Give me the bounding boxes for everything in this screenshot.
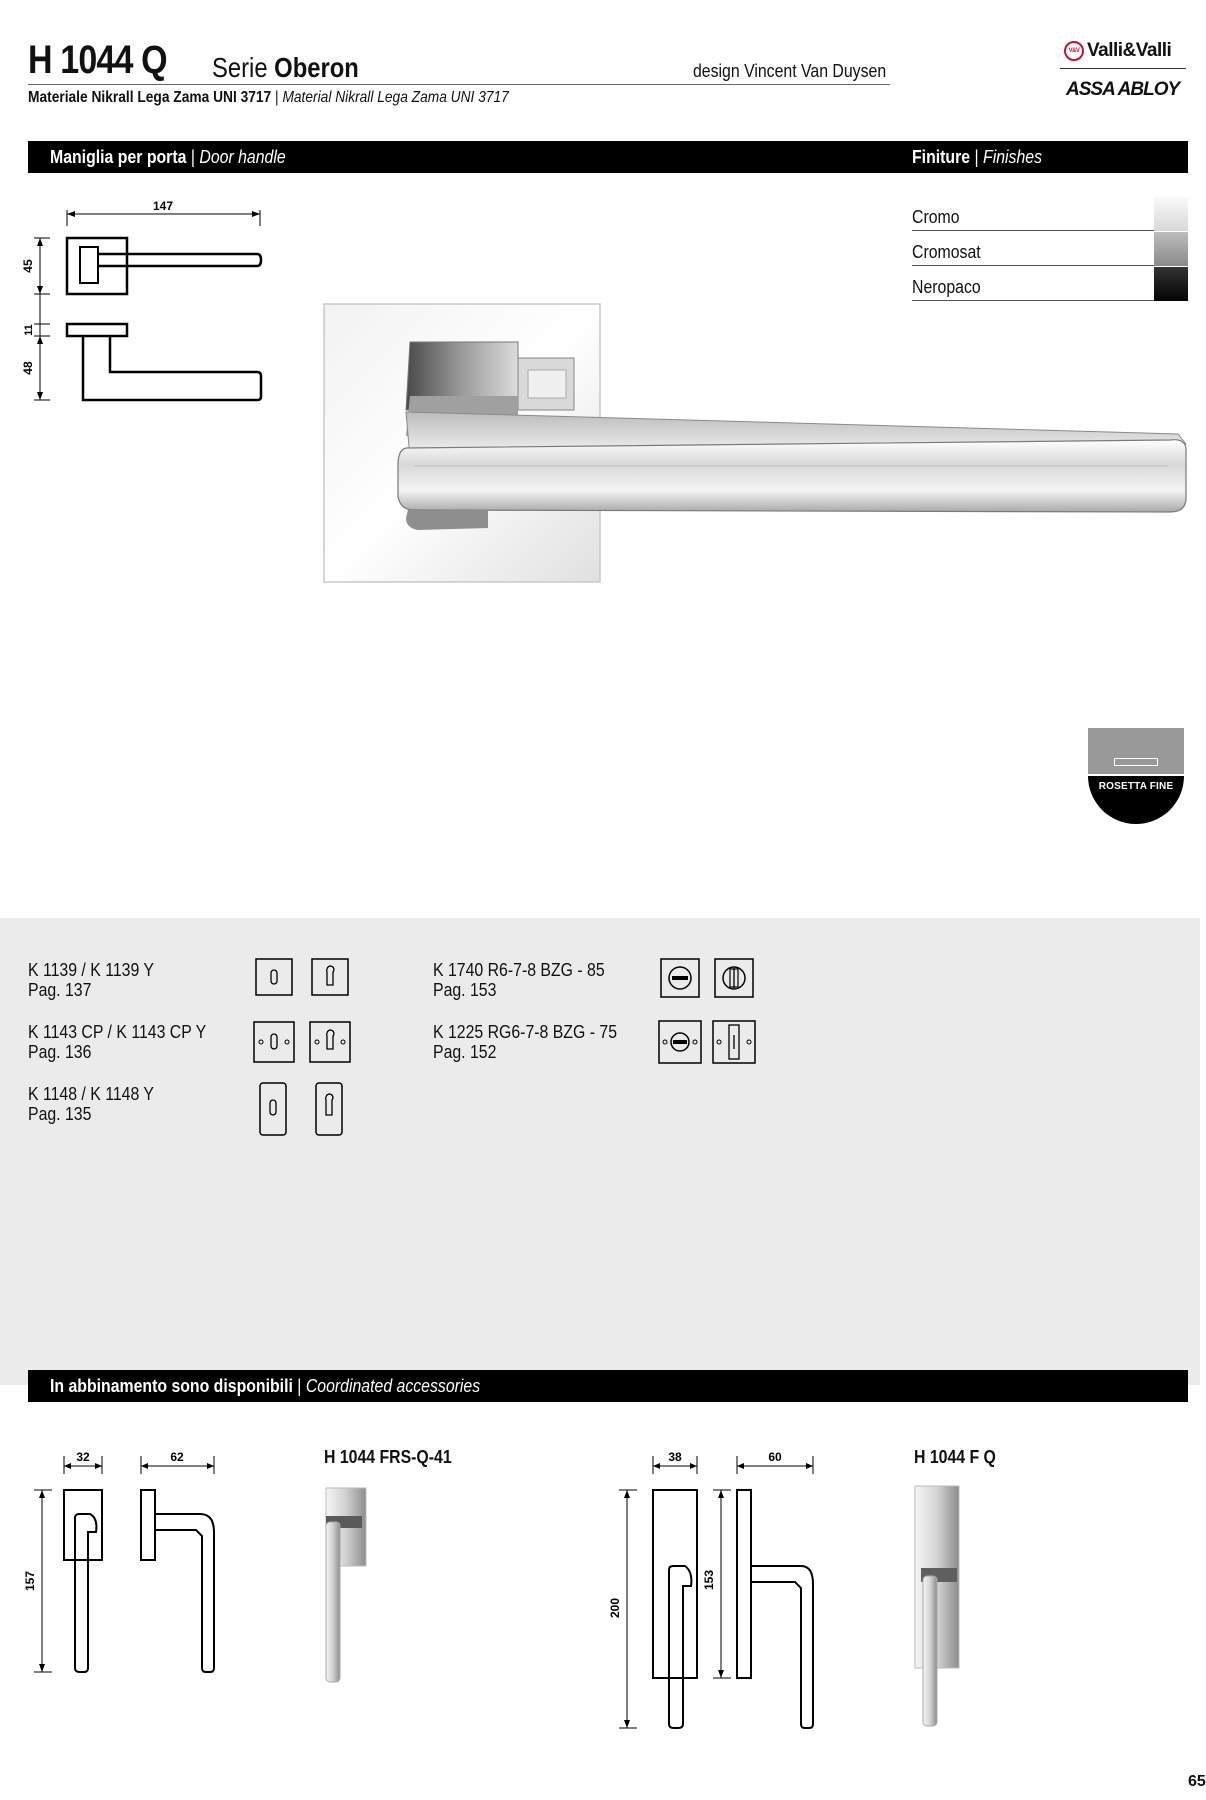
acc1-height-label: 157 xyxy=(23,1570,37,1592)
door-handle-heading xyxy=(50,147,286,168)
dim-rose-depth-label: 11 xyxy=(23,324,35,336)
finishes-heading xyxy=(912,147,1042,168)
escutcheon-page: Pag. 153 xyxy=(433,980,497,1000)
square-key-plate-icon xyxy=(256,959,292,995)
finish-label: Neropaco xyxy=(912,277,981,297)
accessory-1-technical-drawing xyxy=(20,1440,230,1680)
escutcheon-item xyxy=(433,960,605,1000)
finishes-separator: | xyxy=(974,147,979,167)
escutcheon-page: Pag. 137 xyxy=(28,980,92,1000)
accessories-heading xyxy=(50,1376,480,1397)
designer-credit: design Vincent Van Duysen xyxy=(693,61,887,81)
door-handle-separator: | xyxy=(190,147,195,167)
dim-projection-label: 48 xyxy=(21,361,35,375)
acc2-width-label: 38 xyxy=(668,1450,682,1464)
acc2-handle-height-label: 153 xyxy=(702,1569,716,1591)
accessories-title-en: Coordinated accessories xyxy=(305,1376,481,1396)
escutcheon-item xyxy=(28,1084,154,1124)
acc2-total-height-label: 200 xyxy=(608,1597,622,1619)
dim-width-label: 147 xyxy=(152,199,174,213)
assa-abloy-logo: ASSA ABLOY xyxy=(1066,79,1180,100)
square-key-plate-screws-icon xyxy=(254,1022,294,1062)
dim-rose-height-label: 45 xyxy=(21,259,35,273)
handle-technical-drawing xyxy=(20,196,270,411)
rect-key-plate-icon xyxy=(260,1083,286,1135)
logo-divider xyxy=(1060,68,1186,69)
material-italian: Materiale Nikrall Lega Zama UNI 3717 xyxy=(28,89,272,106)
page-number: 65 xyxy=(1188,1773,1206,1790)
accessories-title-it: In abbinamento sono disponibili xyxy=(50,1376,293,1396)
section-bar-accessories xyxy=(28,1370,1188,1402)
acc1-depth-label: 62 xyxy=(170,1450,184,1464)
series-title xyxy=(212,52,359,84)
accessories-separator: | xyxy=(297,1376,302,1396)
acc1-width-label: 32 xyxy=(76,1450,90,1464)
finishes-title-en: Finishes xyxy=(983,147,1043,167)
finish-swatch xyxy=(1154,232,1188,266)
header-divider xyxy=(28,84,890,85)
accessory-2-code: H 1044 F Q xyxy=(914,1447,996,1467)
finish-swatch xyxy=(1154,197,1188,231)
finish-label: Cromo xyxy=(912,207,960,227)
escutcheon-item xyxy=(28,960,154,1000)
acc2-depth-label: 60 xyxy=(768,1450,782,1464)
rosette-profile-icon xyxy=(1114,758,1158,766)
brand-name: Valli&Valli xyxy=(1087,40,1172,61)
series-name: Oberon xyxy=(274,52,359,83)
escutcheon-code: K 1225 RG6-7-8 BZG - 75 xyxy=(433,1022,618,1042)
escutcheon-item xyxy=(433,1022,617,1062)
door-handle-title-it: Maniglia per porta xyxy=(50,147,187,167)
escutcheon-page: Pag. 136 xyxy=(28,1042,92,1062)
section-bar-door-handle xyxy=(28,141,1188,173)
accessory-1-photo xyxy=(318,1488,378,1688)
rect-cylinder-plate-icon xyxy=(316,1083,342,1135)
square-cylinder-plate-screws-icon xyxy=(310,1022,350,1062)
square-cylinder-plate-icon xyxy=(312,959,348,995)
door-handle-title-en: Door handle xyxy=(199,147,286,167)
escutcheon-code: K 1740 R6-7-8 BZG - 85 xyxy=(433,960,605,980)
rosetta-fine-badge xyxy=(1088,728,1184,824)
escutcheon-item xyxy=(28,1022,206,1062)
finish-cromosat xyxy=(912,232,1188,266)
escutcheon-icons-left xyxy=(250,955,360,1140)
product-code: H 1044 Q xyxy=(28,38,167,82)
accessory-2-technical-drawing xyxy=(605,1440,835,1740)
door-handle-photo xyxy=(318,300,1190,590)
escutcheon-code: K 1143 CP / K 1143 CP Y xyxy=(28,1022,207,1042)
rosetta-top-half xyxy=(1088,728,1184,776)
finish-swatch xyxy=(1154,267,1188,301)
finish-cromo xyxy=(912,197,1188,231)
escutcheon-page: Pag. 152 xyxy=(433,1042,497,1062)
series-prefix: Serie xyxy=(212,52,268,83)
escutcheon-icons-right xyxy=(655,955,765,1075)
material-line xyxy=(28,89,509,107)
vv-badge-icon: V&V xyxy=(1064,41,1084,61)
material-separator: | xyxy=(275,89,279,106)
rosetta-label: ROSETTA FINE xyxy=(1098,781,1174,792)
finish-neropaco xyxy=(912,267,1188,301)
escutcheon-code: K 1139 / K 1139 Y xyxy=(28,960,154,980)
material-english: Material Nikrall Lega Zama UNI 3717 xyxy=(282,89,509,106)
escutcheon-code: K 1148 / K 1148 Y xyxy=(28,1084,154,1104)
finish-label: Cromosat xyxy=(912,242,981,262)
valli-valli-logo xyxy=(1064,40,1171,62)
accessory-2-photo xyxy=(905,1486,975,1736)
escutcheon-page: Pag. 135 xyxy=(28,1104,92,1124)
finishes-title-it: Finiture xyxy=(912,147,971,167)
accessory-1-code: H 1044 FRS-Q-41 xyxy=(324,1447,452,1467)
